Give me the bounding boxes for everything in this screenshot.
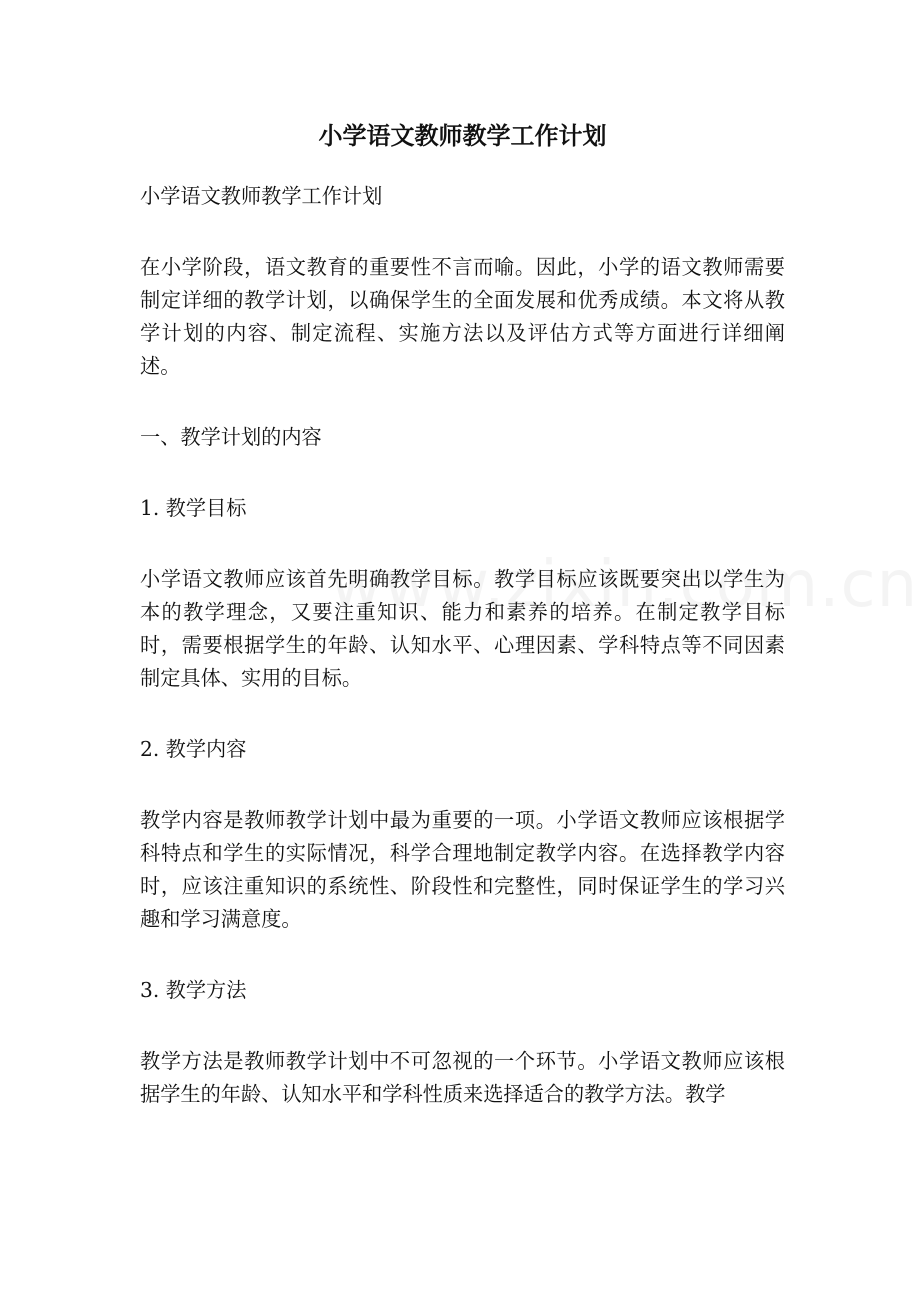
document-title: 小学语文教师教学工作计划 bbox=[318, 121, 607, 150]
item-heading-content: 2. 教学内容 bbox=[140, 737, 247, 761]
spacer bbox=[140, 1007, 785, 1045]
item-heading-goals: 1. 教学目标 bbox=[140, 496, 247, 520]
item-paragraph-methods: 教学方法是教师教学计划中不可忽视的一个环节。小学语文教师应该根据学生的年龄、认知水平和学科性质来选择适合的教学方法。教学 bbox=[140, 1049, 785, 1106]
spacer bbox=[140, 454, 785, 492]
spacer bbox=[140, 766, 785, 804]
spacer bbox=[140, 695, 785, 733]
section-heading: 一、教学计划的内容 bbox=[140, 425, 322, 449]
item-paragraph-content: 教学内容是教师教学计划中最为重要的一项。小学语文教师应该根据学科特点和学生的实际情况，科学合理地制定教学内容。在选择教学内容时，应该注重知识的系统性、阶段性和完整性，同时保证学生的学习兴趣和学习满意度。 bbox=[140, 808, 785, 931]
item-heading-methods: 3. 教学方法 bbox=[140, 978, 247, 1002]
intro-paragraph: 在小学阶段，语文教育的重要性不言而喻。因此，小学的语文教师需要制定详细的教学计划，以确保学生的全面发展和优秀成绩。本文将从教学计划的内容、制定流程、实施方法以及评估方式等方面进行详细阐述。 bbox=[140, 255, 785, 378]
spacer bbox=[140, 213, 785, 251]
spacer bbox=[140, 383, 785, 421]
spacer bbox=[140, 936, 785, 974]
document-body bbox=[140, 112, 785, 1111]
document-subtitle: 小学语文教师教学工作计划 bbox=[140, 184, 383, 208]
spacer bbox=[140, 525, 785, 563]
item-paragraph-goals: 小学语文教师应该首先明确教学目标。教学目标应该既要突出以学生为本的教学理念，又要注重知识、能力和素养的培养。在制定教学目标时，需要根据学生的年龄、认知水平、心理因素、学科特点等不同因素制定具体、实用的目标。 bbox=[140, 567, 785, 690]
